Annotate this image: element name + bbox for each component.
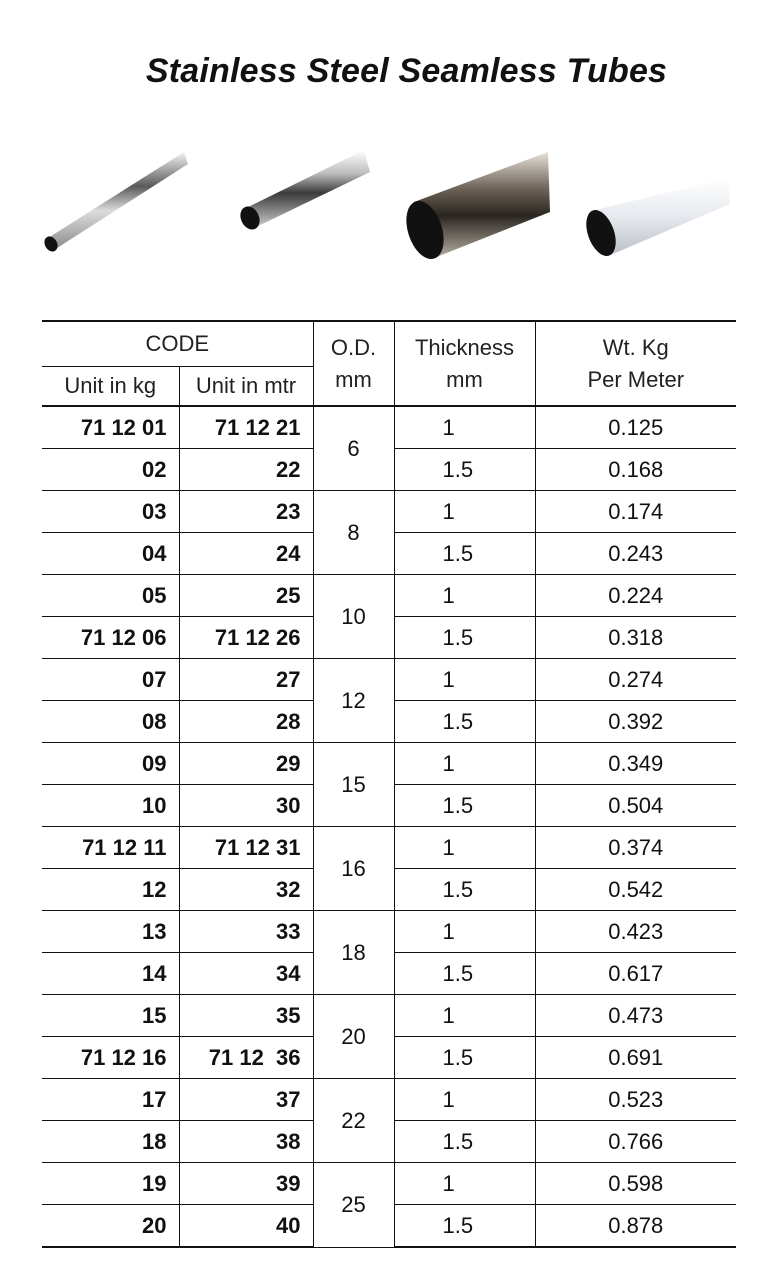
thickness: 1.5: [394, 449, 535, 491]
thickness: 1: [394, 995, 535, 1037]
table-row: [42, 1079, 736, 1121]
weight: 0.617: [535, 953, 736, 995]
thickness: 1: [394, 659, 535, 701]
code-unit-mtr: 71 12 21: [179, 406, 313, 449]
header-od-line2: mm: [335, 366, 372, 392]
weight: 0.598: [535, 1163, 736, 1205]
code-unit-mtr: 32: [179, 869, 313, 911]
weight: 0.274: [535, 659, 736, 701]
code-unit-kg: 18: [42, 1121, 179, 1163]
weight: 0.504: [535, 785, 736, 827]
thickness: 1: [394, 743, 535, 785]
thickness: 1.5: [394, 533, 535, 575]
code-unit-mtr: 23: [179, 491, 313, 533]
code-unit-mtr: 22: [179, 449, 313, 491]
code-unit-mtr: 33: [179, 911, 313, 953]
code-unit-kg: 71 12 16: [42, 1037, 179, 1079]
weight: 0.473: [535, 995, 736, 1037]
outer-diameter: 18: [313, 911, 394, 995]
thickness: 1.5: [394, 785, 535, 827]
tube-image-1: [42, 152, 188, 254]
code-unit-kg: 19: [42, 1163, 179, 1205]
code-unit-mtr: 71 12 26: [179, 617, 313, 659]
table-row: [42, 659, 736, 701]
code-unit-mtr: 37: [179, 1079, 313, 1121]
thickness: 1: [394, 911, 535, 953]
code-unit-kg: 71 12 06: [42, 617, 179, 659]
code-unit-kg: 02: [42, 449, 179, 491]
thickness: 1.5: [394, 617, 535, 659]
weight: 0.174: [535, 491, 736, 533]
header-od-line1: O.D.: [330, 334, 377, 360]
header-code: CODE: [42, 321, 313, 367]
weight: 0.542: [535, 869, 736, 911]
weight: 0.423: [535, 911, 736, 953]
code-unit-mtr: 34: [179, 953, 313, 995]
weight: 0.318: [535, 617, 736, 659]
code-unit-mtr: 27: [179, 659, 313, 701]
thickness: 1: [394, 491, 535, 533]
code-unit-mtr: 24: [179, 533, 313, 575]
code-unit-kg: 09: [42, 743, 179, 785]
code-unit-mtr: 39: [179, 1163, 313, 1205]
thickness: 1.5: [394, 1121, 535, 1163]
code-unit-kg: 05: [42, 575, 179, 617]
code-unit-kg: 13: [42, 911, 179, 953]
weight: 0.243: [535, 533, 736, 575]
header-weight-line1: Wt. Kg: [602, 334, 669, 360]
thickness: 1: [394, 827, 535, 869]
thickness: 1: [394, 1163, 535, 1205]
spec-table: [42, 320, 736, 1248]
code-unit-kg: 15: [42, 995, 179, 1037]
table-row: [42, 491, 736, 533]
header-thickness-line1: Thickness: [414, 334, 515, 360]
header-unit-kg: Unit in kg: [42, 367, 179, 407]
weight: 0.766: [535, 1121, 736, 1163]
code-unit-mtr: 71 12 31: [179, 827, 313, 869]
thickness: 1.5: [394, 701, 535, 743]
header-weight: [535, 321, 736, 406]
code-unit-mtr: 38: [179, 1121, 313, 1163]
thickness: 1.5: [394, 1205, 535, 1248]
thickness: 1.5: [394, 1037, 535, 1079]
weight: 0.349: [535, 743, 736, 785]
header-unit-mtr: Unit in mtr: [179, 367, 313, 407]
code-unit-mtr: 71 12 36: [179, 1037, 313, 1079]
code-unit-kg: 71 12 11: [42, 827, 179, 869]
code-unit-kg: 14: [42, 953, 179, 995]
tube-images: [30, 130, 760, 290]
outer-diameter: 22: [313, 1079, 394, 1163]
code-unit-kg: 12: [42, 869, 179, 911]
code-unit-mtr: 25: [179, 575, 313, 617]
code-unit-kg: 07: [42, 659, 179, 701]
thickness: 1: [394, 575, 535, 617]
thickness: 1.5: [394, 953, 535, 995]
code-unit-kg: 71 12 01: [42, 406, 179, 449]
table-row: [42, 911, 736, 953]
weight: 0.392: [535, 701, 736, 743]
code-unit-kg: 10: [42, 785, 179, 827]
weight: 0.374: [535, 827, 736, 869]
outer-diameter: 6: [313, 406, 394, 491]
table-row: [42, 406, 736, 449]
tube-image-2: [237, 150, 370, 233]
code-unit-mtr: 29: [179, 743, 313, 785]
weight: 0.168: [535, 449, 736, 491]
code-unit-kg: 03: [42, 491, 179, 533]
outer-diameter: 8: [313, 491, 394, 575]
weight: 0.523: [535, 1079, 736, 1121]
outer-diameter: 16: [313, 827, 394, 911]
tube-image-4: [581, 178, 730, 260]
header-od: [313, 321, 394, 406]
header-weight-line2: Per Meter: [587, 366, 685, 392]
weight: 0.878: [535, 1205, 736, 1248]
code-unit-mtr: 28: [179, 701, 313, 743]
table-row: [42, 995, 736, 1037]
table-row: [42, 743, 736, 785]
header-thickness-line2: mm: [446, 366, 483, 392]
code-unit-mtr: 40: [179, 1205, 313, 1248]
thickness: 1: [394, 1079, 535, 1121]
code-unit-kg: 08: [42, 701, 179, 743]
outer-diameter: 20: [313, 995, 394, 1079]
table-row: [42, 575, 736, 617]
page-title: Stainless Steel Seamless Tubes: [145, 52, 668, 90]
table-row: [42, 827, 736, 869]
outer-diameter: 15: [313, 743, 394, 827]
code-unit-mtr: 30: [179, 785, 313, 827]
weight: 0.125: [535, 406, 736, 449]
weight: 0.224: [535, 575, 736, 617]
header-thickness: [394, 321, 535, 406]
code-unit-kg: 04: [42, 533, 179, 575]
code-unit-kg: 17: [42, 1079, 179, 1121]
thickness: 1: [394, 406, 535, 449]
code-unit-mtr: 35: [179, 995, 313, 1037]
outer-diameter: 12: [313, 659, 394, 743]
tube-image-3: [400, 152, 550, 264]
weight: 0.691: [535, 1037, 736, 1079]
outer-diameter: 10: [313, 575, 394, 659]
code-unit-kg: 20: [42, 1205, 179, 1248]
table-row: [42, 1163, 736, 1205]
thickness: 1.5: [394, 869, 535, 911]
outer-diameter: 25: [313, 1163, 394, 1248]
